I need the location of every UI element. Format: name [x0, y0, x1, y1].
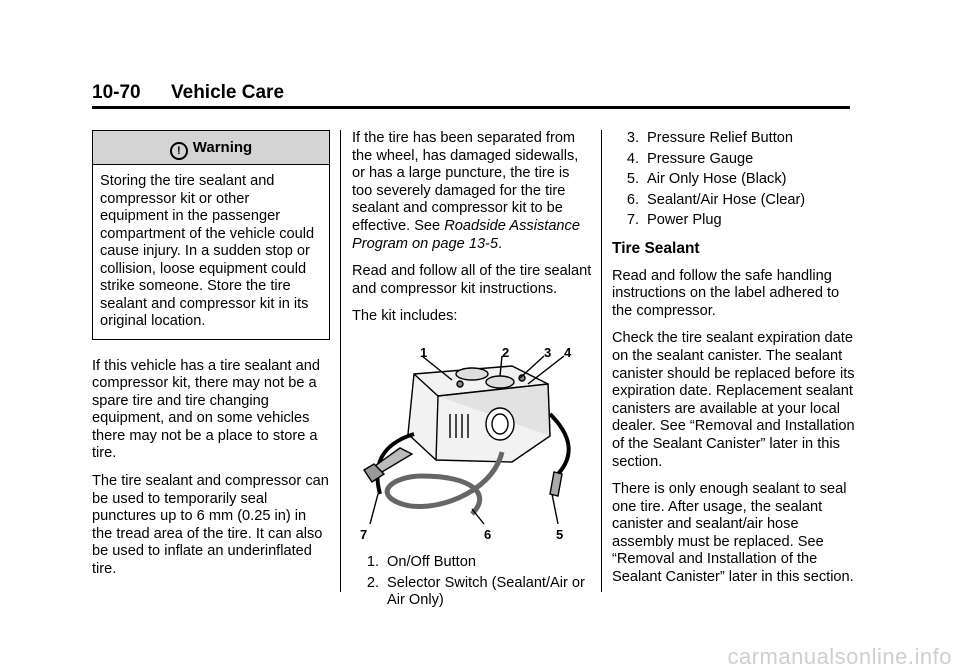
paragraph: [352, 130, 592, 253]
list-label: On/Off Button: [387, 553, 476, 570]
column-divider: [601, 130, 602, 592]
list-item: [615, 171, 860, 189]
warning-icon: !: [170, 142, 188, 160]
list-label: Pressure Gauge: [647, 150, 754, 167]
paragraph: Read and follow the safe handling instructions on the label adhered to the compressor.: [612, 267, 840, 319]
page-number: 10-70: [92, 82, 141, 103]
list-label: Sealant/Air Hose (Clear): [647, 191, 806, 208]
list-label: Air Only Hose (Black): [647, 171, 787, 188]
paragraph: The kit includes:: [352, 308, 458, 325]
paragraph: The tire sealant and compressor can be used to temporarily seal punctures up to 6 mm (0.25 in) in the tread area of the tire. It can also be used to inflate an underinflated tire.: [92, 473, 329, 578]
warning-title: Warning: [192, 139, 253, 156]
callout-3: 3: [544, 344, 552, 360]
list-item: [615, 212, 860, 230]
section-title: Vehicle Care: [171, 82, 285, 103]
list-number: 3.: [626, 130, 639, 146]
warning-text: Storing the tire sealant and compressor kit or other equipment in the passenger compartment of the vehicle could cause injury. In a sudden stop or collision, loose equipment could strike someone. Store the tire sealant and compressor kit in its original location.: [100, 173, 315, 329]
compressor-kit-drawing: [352, 344, 592, 544]
list-number: 1.: [366, 553, 379, 570]
column-3: [612, 130, 860, 597]
list-item: [615, 130, 860, 148]
paragraph: Check the tire sealant expiration date on the sealant canister. The sealant canister should be replaced before its expiration date. Replacement sealant canisters are available at your local dealer. See “Removal and Installation of the Sealant Canister” later in this section.: [612, 330, 855, 470]
paragraph: There is only enough sealant to seal one tire. After usage, the sealant canister and sealant/air hose assembly must be replaced. See “Removal and Installation of the Sealant Canister” later in this section.: [612, 481, 854, 586]
parts-list: [355, 554, 592, 610]
page-header: [92, 80, 850, 109]
list-item: [355, 554, 592, 572]
callout-6: 6: [484, 526, 492, 542]
column-1: [92, 130, 330, 589]
list-item: [355, 575, 592, 610]
list-item: [615, 151, 860, 169]
list-number: 2.: [366, 574, 379, 591]
section-heading: Tire Sealant: [612, 239, 700, 257]
callout-2: 2: [502, 344, 510, 360]
callout-1: 1: [420, 344, 428, 360]
list-label: Power Plug: [647, 212, 722, 229]
callout-5: 5: [556, 526, 564, 542]
warning-box: [92, 130, 330, 340]
list-number: 4.: [626, 150, 639, 167]
list-label: Pressure Relief Button: [647, 130, 794, 146]
paragraph: If this vehicle has a tire sealant and compressor kit, there may not be a spare tire and tire changing equipment, and on some vehicles there may not be a place to store a tire.: [92, 357, 320, 462]
list-label: Selector Switch (Sealant/Air or Air Only): [387, 574, 585, 609]
warning-header: [93, 131, 329, 165]
list-number: 6.: [626, 191, 639, 208]
list-item: [615, 192, 860, 210]
callout-4: 4: [564, 344, 572, 360]
paragraph-end: .: [498, 235, 503, 252]
paragraph: Read and follow all of the tire sealant and compressor kit instructions.: [352, 263, 592, 297]
cross-reference-link[interactable]: Roadside Assistance Program on page 13-5: [352, 217, 580, 252]
parts-list-continued: [615, 130, 860, 230]
list-number: 7.: [626, 212, 639, 229]
paragraph-text: If the tire has been separated from the wheel, has damaged sidewalls, or has a large puncture, the tire is too severely damaged for the tire sealant and compressor kit to be effective. See: [352, 130, 579, 234]
column-divider: [340, 130, 341, 592]
watermark: carmanualsonline.info: [727, 644, 952, 669]
list-number: 5.: [626, 171, 639, 188]
column-2: [352, 130, 592, 613]
compressor-kit-illustration: [352, 344, 592, 544]
callout-7: 7: [360, 526, 368, 542]
